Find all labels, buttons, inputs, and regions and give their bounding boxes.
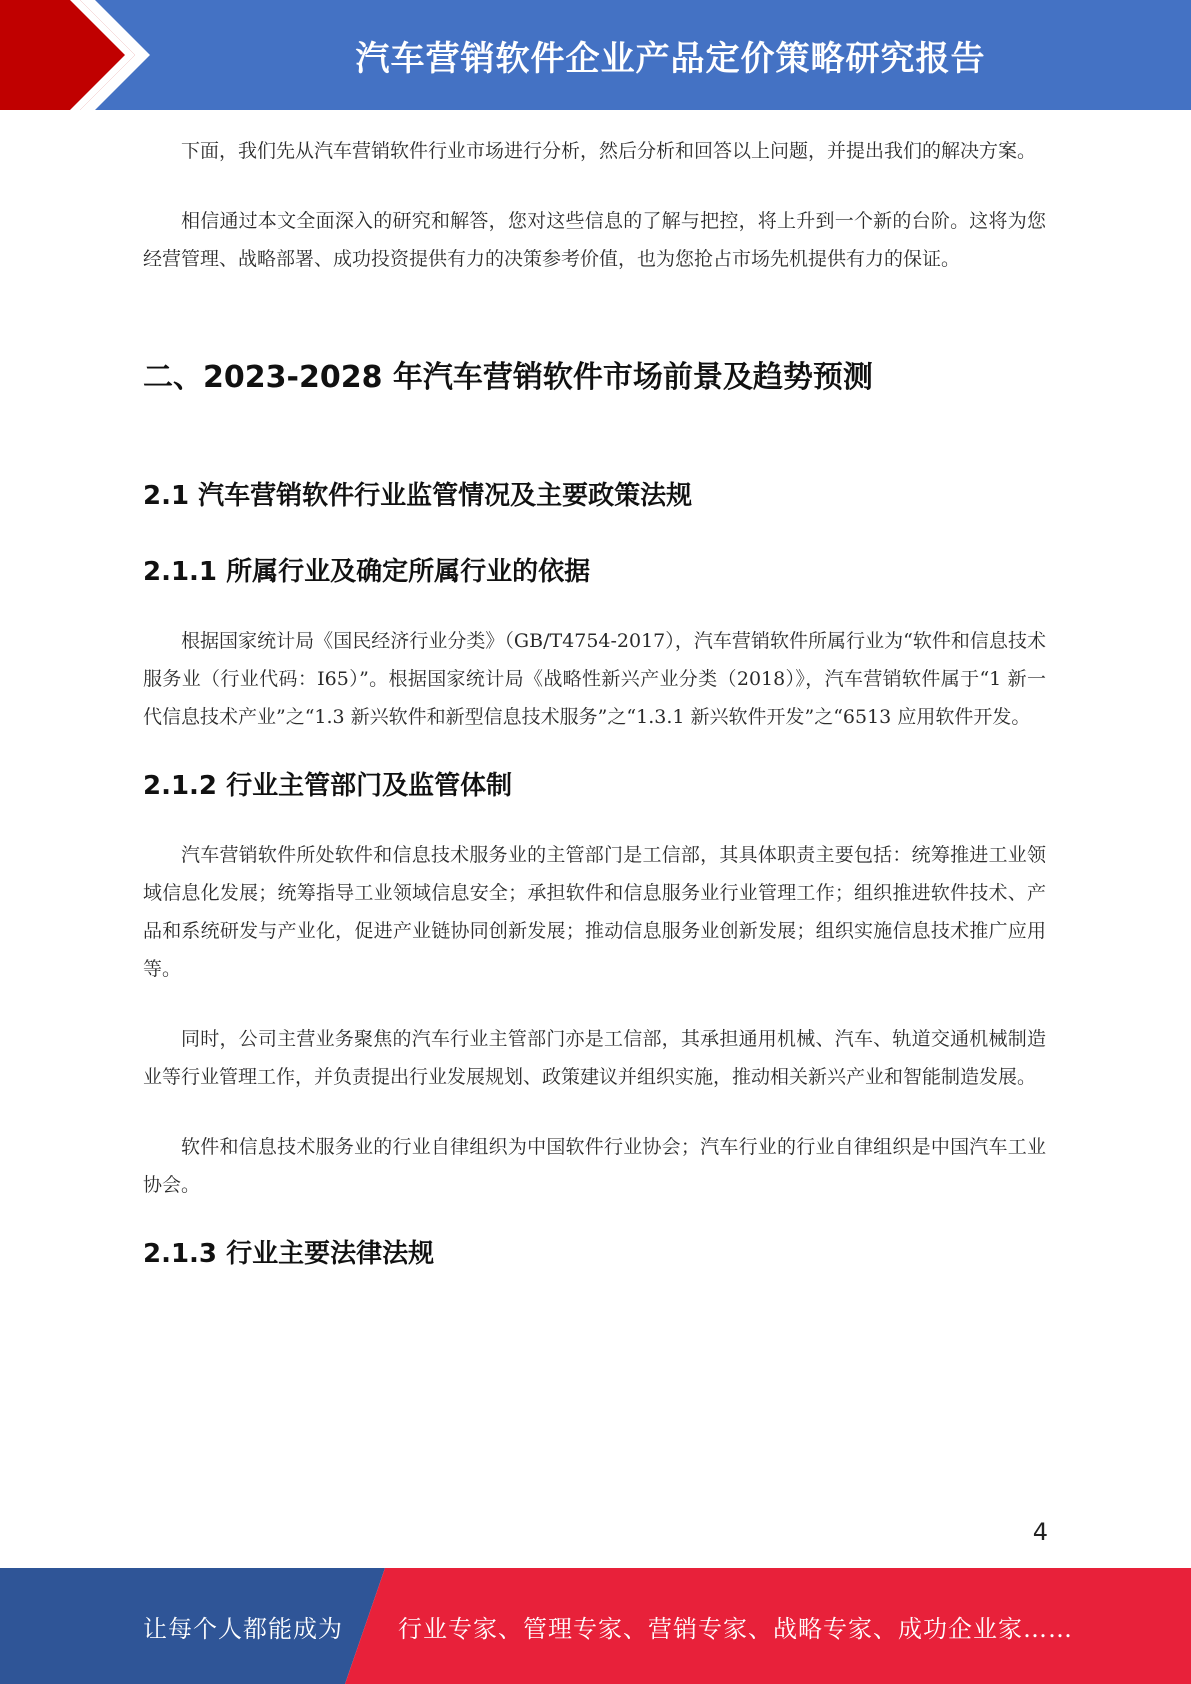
header-banner [0, 0, 1191, 110]
paragraph-2-1-2-c: 软件和信息技术服务业的行业自律组织为中国软件行业协会；汽车行业的行业自律组织是中国汽车工业协会。 [143, 1136, 1046, 1196]
paragraph-2-1-2-b: 同时，公司主营业务聚焦的汽车行业主管部门亦是工信部，其承担通用机械、汽车、轨道交通机械制造业等行业管理工作，并负责提出行业发展规划、政策建议并组织实施，推动相关新兴产业和智能制造发展。 [143, 1028, 1046, 1088]
subsection-heading-2-1-2: 2.1.2 行业主管部门及监管体制 [143, 771, 513, 801]
footer-banner [0, 1568, 1191, 1684]
intro-paragraph-1: 下面，我们先从汽车营销软件行业市场进行分析，然后分析和回答以上问题，并提出我们的解决方案。 [181, 140, 1037, 162]
intro-paragraph-2: 相信通过本文全面深入的研究和解答，您对这些信息的了解与把控，将上升到一个新的台阶。这将为您经营管理、战略部署、成功投资提供有力的决策参考价值，也为您抢占市场先机提供有力的保证。 [143, 210, 1046, 270]
paragraph-2-1-2-a: 汽车营销软件所处软件和信息技术服务业的主管部门是工信部，其具体职责主要包括：统筹推进工业领域信息化发展；统筹指导工业领域信息安全；承担软件和信息服务业行业管理工作；组织推进软件技术、产品和系统研发与产业化，促进产业链协同创新发展；推动信息服务业创新发展；组织实施信息技术推广应用等。 [143, 844, 1046, 980]
footer-slogan-right: 行业专家、管理专家、营销专家、战略专家、成功企业家…… [398, 1614, 1073, 1643]
report-title: 汽车营销软件企业产品定价策略研究报告 [355, 38, 986, 79]
section-heading: 二、2023-2028 年汽车营销软件市场前景及趋势预测 [143, 360, 873, 395]
subsection-heading-2-1: 2.1 汽车营销软件行业监管情况及主要政策法规 [143, 481, 693, 511]
subsection-heading-2-1-1: 2.1.1 所属行业及确定所属行业的依据 [143, 557, 591, 587]
page-content [143, 132, 1046, 1272]
paragraph-2-1-1: 根据国家统计局《国民经济行业分类》（GB/T4754-2017），汽车营销软件所属行业为“软件和信息技术服务业（行业代码：I65）”。根据国家统计局《战略性新兴产业分类（2018）》，汽车营销软件属于“1 新一代信息技术产业”之“1.3 新兴软件和新型信息技术服务”之“1.3.1 新兴软件开发”之“6513 应用软件开发。 [143, 630, 1046, 728]
page-number: 4 [1032, 1518, 1048, 1546]
footer-slogan-left: 让每个人都能成为 [143, 1614, 343, 1643]
subsection-heading-2-1-3: 2.1.3 行业主要法律法规 [143, 1239, 435, 1269]
